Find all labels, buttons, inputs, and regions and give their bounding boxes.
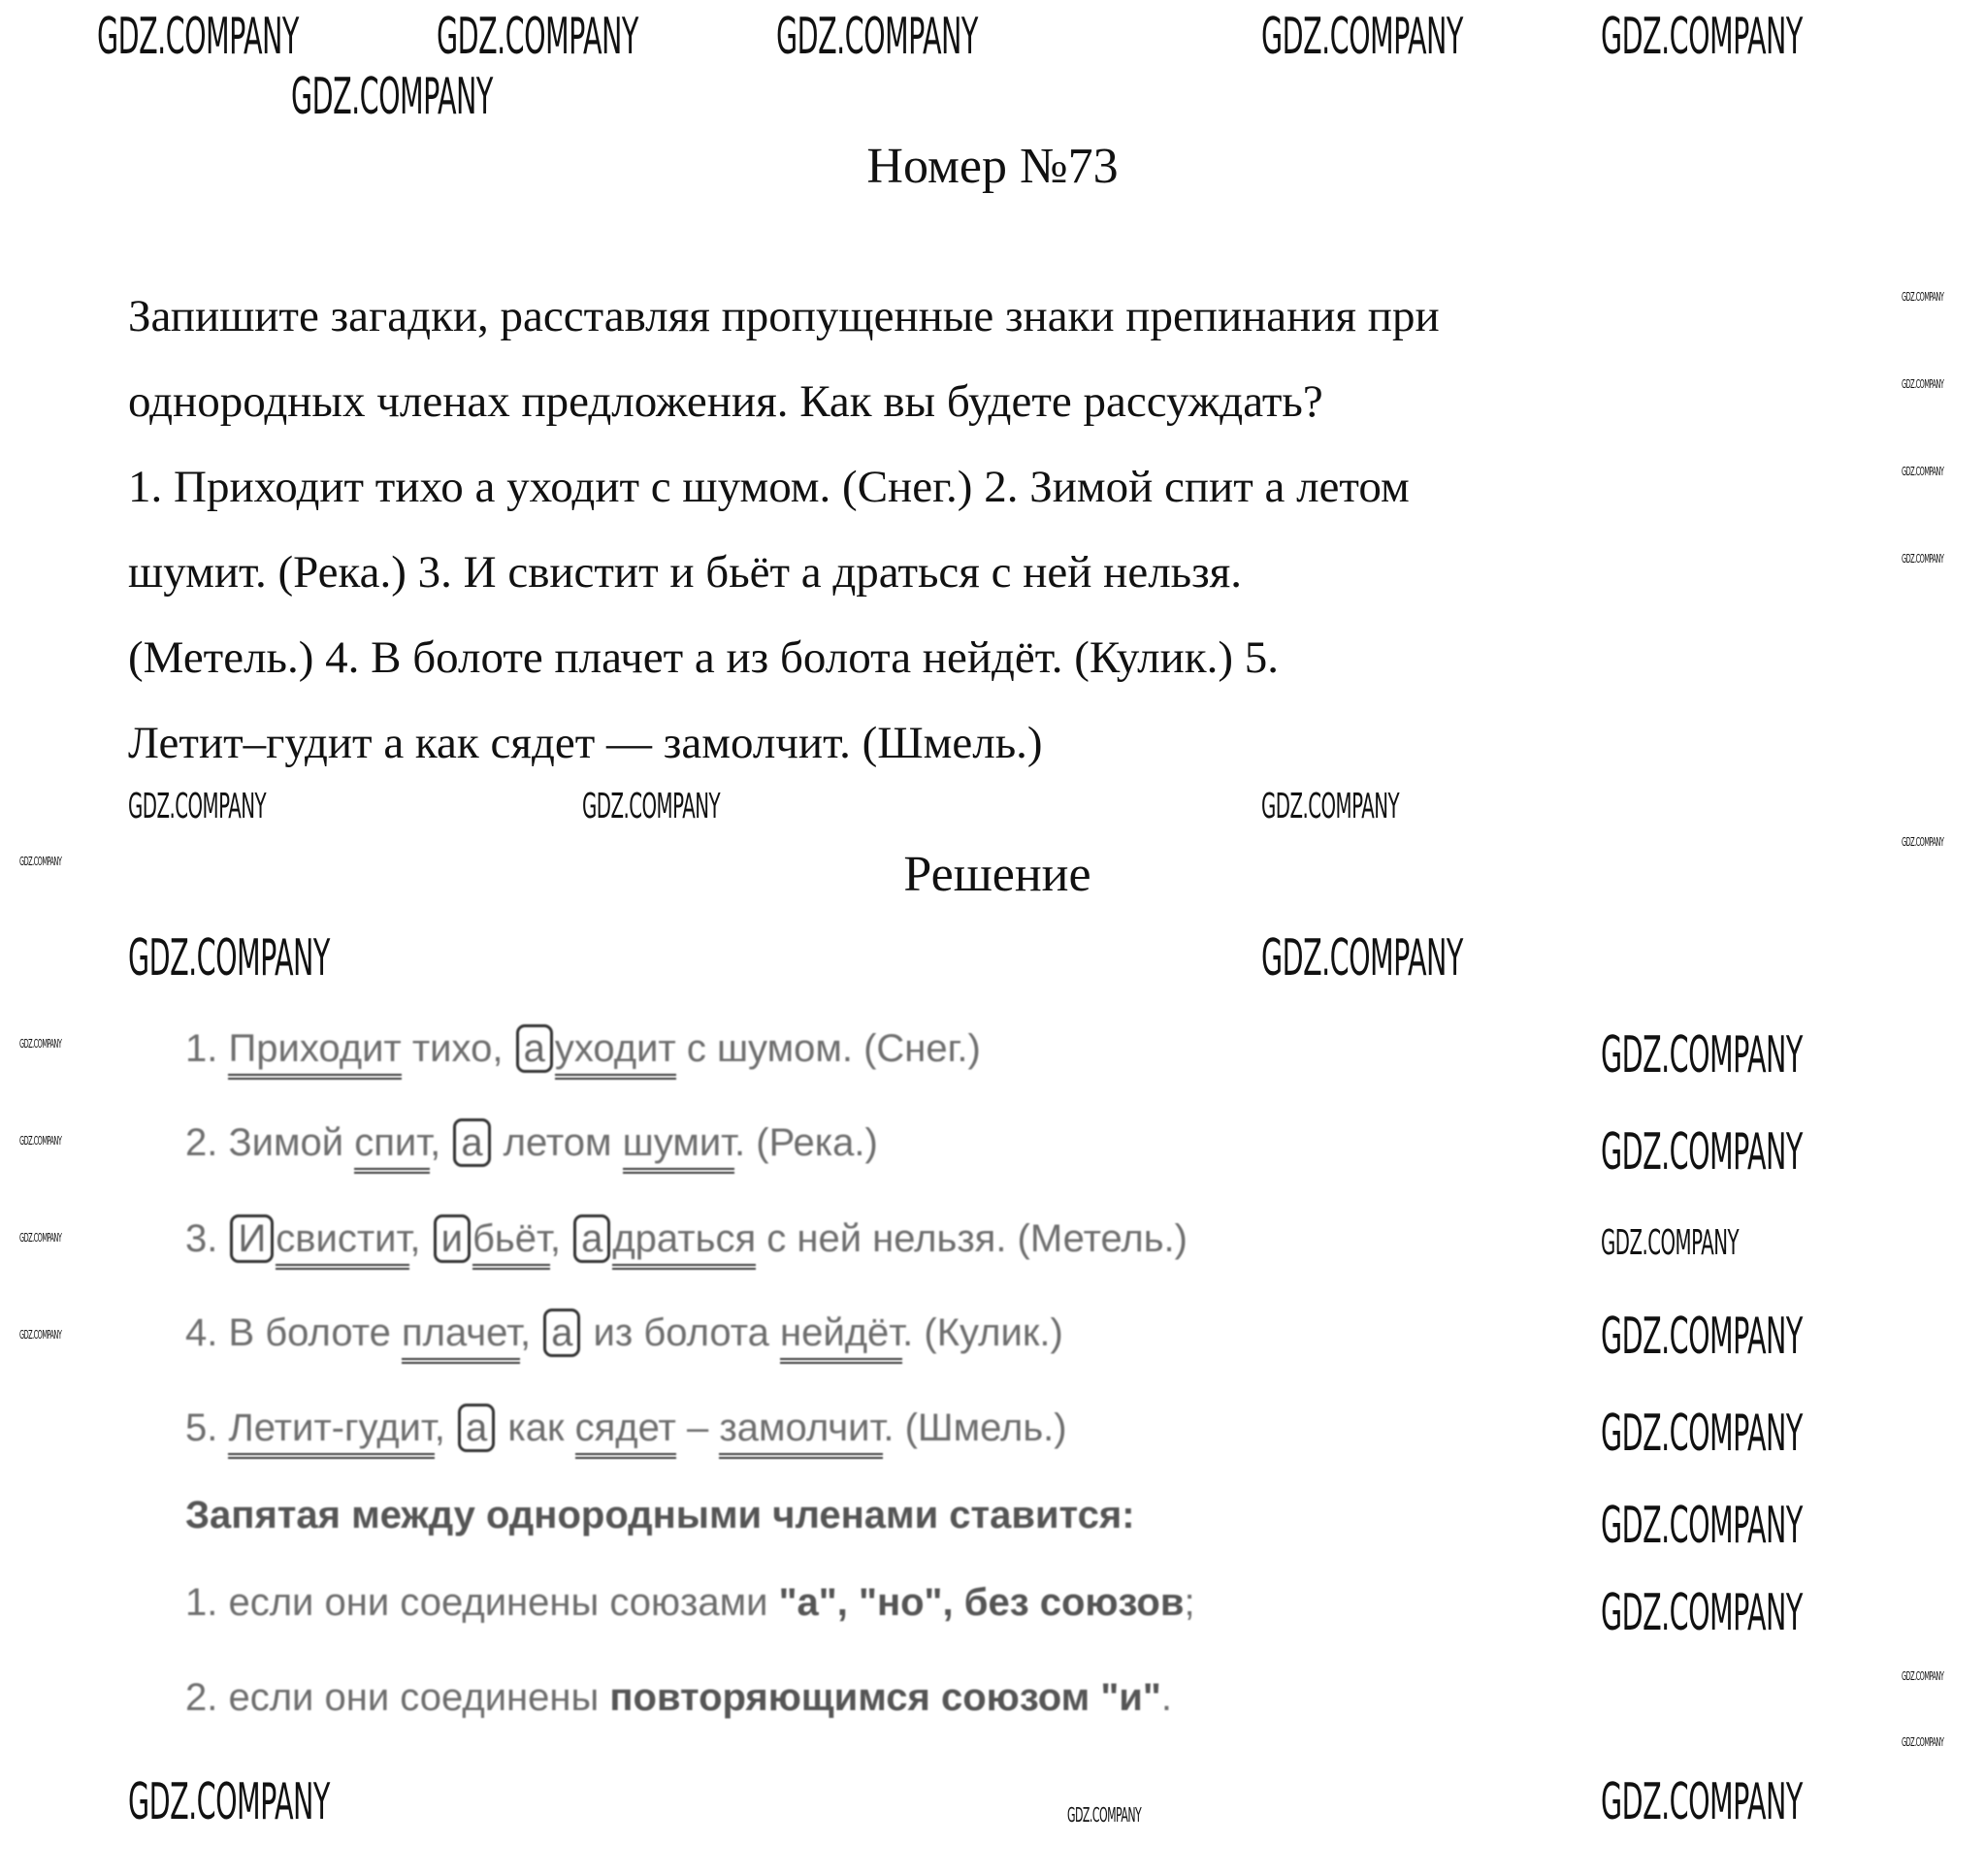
text-segment: . (Река.) (734, 1121, 878, 1164)
underlined-predicate: сядет (575, 1407, 676, 1459)
watermark: GDZ.COMPANY (1902, 1669, 1944, 1683)
solution-title: Решение (903, 847, 1091, 902)
watermark: GDZ.COMPANY (1902, 835, 1944, 849)
text-segment: , (519, 1311, 542, 1354)
text-segment: 1. (185, 1027, 229, 1070)
watermark: GDZ.COMPANY (128, 929, 330, 987)
text-segment: . (Кулик.) (902, 1311, 1063, 1354)
watermark: GDZ.COMPANY (1261, 8, 1463, 66)
text-segment: с шумом. (Снег.) (675, 1027, 981, 1070)
bold-text: повторяющимся союзом "и" (609, 1676, 1161, 1719)
underlined-predicate: нейдёт (780, 1311, 902, 1364)
watermark: GDZ.COMPANY (291, 68, 493, 126)
task-text (128, 274, 1440, 786)
text-segment: 4. В болоте (185, 1311, 402, 1354)
watermark: GDZ.COMPANY (1601, 1405, 1803, 1463)
boxed-conjunction: а (573, 1214, 610, 1263)
text-segment: как (497, 1407, 575, 1449)
text-segment: , (434, 1407, 457, 1449)
watermark: GDZ.COMPANY (1902, 377, 1944, 391)
watermark: GDZ.COMPANY (1261, 787, 1400, 826)
text-segment: – (675, 1407, 720, 1449)
rule-heading: Запятая между однородными членами ставится: (185, 1494, 1135, 1536)
text-segment: из болота (582, 1311, 781, 1354)
boxed-conjunction: а (516, 1024, 553, 1073)
rule-item (185, 1676, 1172, 1720)
task-line: Запишите загадки, расставляя пропущенные знаки препинания при (128, 291, 1440, 341)
solution-item (185, 1118, 878, 1167)
underlined-predicate: плачет (402, 1311, 520, 1364)
watermark: GDZ.COMPANY (1601, 1497, 1803, 1555)
task-line: однородных членах предложения. Как вы будете рассуждать? (128, 376, 1323, 427)
watermark: GDZ.COMPANY (19, 1231, 62, 1245)
text-segment: 2. если они соединены (185, 1676, 610, 1719)
watermark: GDZ.COMPANY (19, 1134, 62, 1148)
watermark: GDZ.COMPANY (19, 1037, 62, 1051)
watermark: GDZ.COMPANY (128, 1773, 330, 1831)
boxed-conjunction: а (458, 1404, 495, 1452)
watermark: GDZ.COMPANY (97, 8, 299, 66)
underlined-predicate: драться (612, 1217, 756, 1270)
watermark: GDZ.COMPANY (1261, 929, 1463, 987)
text-segment: тихо, (401, 1027, 514, 1070)
watermark: GDZ.COMPANY (1902, 465, 1944, 478)
watermark: GDZ.COMPANY (1902, 552, 1944, 566)
watermark: GDZ.COMPANY (437, 8, 638, 66)
watermark: GDZ.COMPANY (1601, 1026, 1803, 1084)
underlined-predicate: шумит (623, 1121, 734, 1174)
underlined-predicate: Летит-гудит (228, 1407, 434, 1459)
underlined-predicate: уходит (555, 1027, 676, 1080)
watermark: GDZ.COMPANY (1601, 1773, 1803, 1831)
watermark: GDZ.COMPANY (128, 787, 267, 826)
watermark: GDZ.COMPANY (776, 8, 978, 66)
task-line: (Метель.) 4. В болоте плачет а из болота нейдёт. (Кулик.) 5. (128, 632, 1279, 683)
rule-item (185, 1581, 1195, 1625)
boxed-conjunction: а (543, 1309, 580, 1357)
watermark: GDZ.COMPANY (582, 787, 721, 826)
underlined-predicate: Приходит (228, 1027, 401, 1080)
solution-item (185, 1309, 1063, 1357)
underlined-predicate: замолчит (719, 1407, 883, 1459)
boxed-conjunction: и (434, 1214, 471, 1263)
watermark: GDZ.COMPANY (19, 1328, 62, 1342)
watermark: GDZ.COMPANY (1601, 1308, 1803, 1366)
task-line: шумит. (Река.) 3. И свистит и бьёт а драться с ней нельзя. (128, 547, 1243, 598)
text-segment: 1. если они соединены союзами (185, 1581, 779, 1624)
task-line: Летит–гудит а как сядет — замолчит. (Шмель.) (128, 718, 1043, 768)
text-segment: , (430, 1121, 452, 1164)
watermark: GDZ.COMPANY (1601, 1584, 1803, 1642)
boxed-conjunction: И (230, 1214, 274, 1263)
text-segment: ; (1184, 1581, 1195, 1624)
underlined-predicate: свистит (276, 1217, 409, 1270)
page-title: Номер №73 (866, 139, 1119, 194)
text-segment: 3. (185, 1217, 229, 1260)
text-segment: . (Шмель.) (883, 1407, 1067, 1449)
watermark: GDZ.COMPANY (1902, 290, 1944, 304)
watermark: GDZ.COMPANY (1601, 1223, 1740, 1263)
solution-item (185, 1024, 981, 1073)
watermark: GDZ.COMPANY (1601, 8, 1803, 66)
watermark: GDZ.COMPANY (1902, 1735, 1944, 1749)
watermark: GDZ.COMPANY (1601, 1123, 1803, 1181)
watermark: GDZ.COMPANY (1067, 1803, 1142, 1827)
solution-item (185, 1214, 1188, 1263)
underlined-predicate: бьёт (472, 1217, 550, 1270)
text-segment: 5. (185, 1407, 229, 1449)
task-line: 1. Приходит тихо а уходит с шумом. (Снег.) 2. Зимой спит а летом (128, 462, 1410, 512)
underlined-predicate: спит (354, 1121, 430, 1174)
bold-text: "а", "но", без союзов (778, 1581, 1185, 1624)
text-segment: , (409, 1217, 432, 1260)
boxed-conjunction: а (453, 1118, 490, 1167)
text-segment: . (1160, 1676, 1172, 1719)
text-segment: 2. Зимой (185, 1121, 355, 1164)
text-segment: , (549, 1217, 572, 1260)
solution-item (185, 1404, 1067, 1452)
text-segment: летом (492, 1121, 623, 1164)
watermark: GDZ.COMPANY (19, 855, 62, 868)
text-segment: с ней нельзя. (Метель.) (756, 1217, 1188, 1260)
